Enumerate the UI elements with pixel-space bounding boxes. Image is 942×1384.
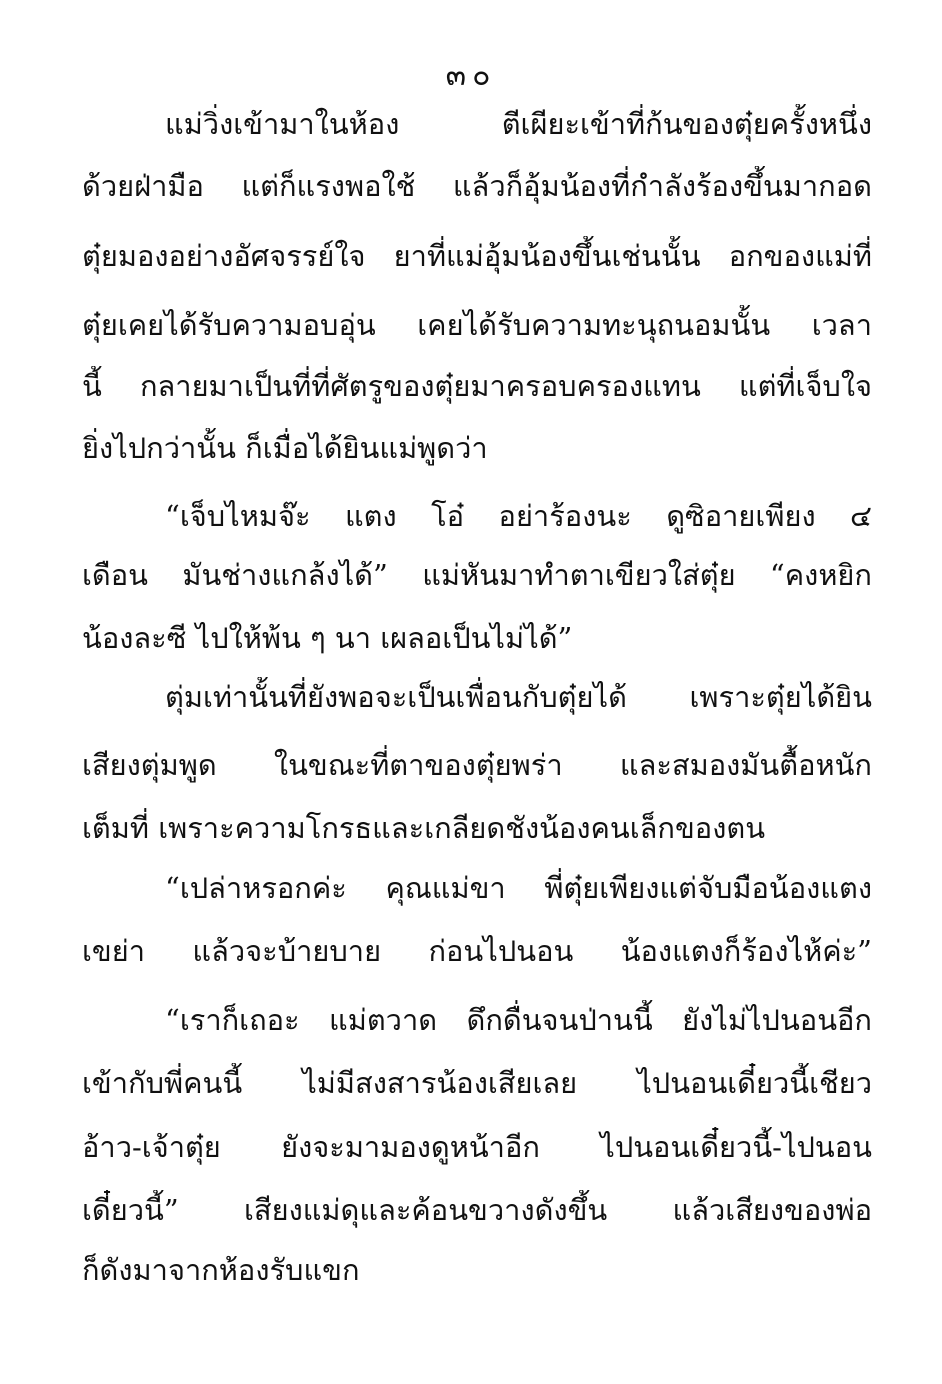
page-number: ๓๐ (445, 58, 497, 93)
text-line: ตุ่มเท่านั้นที่ยังพอจะเป็นเพื่อนกับตุ๋ยได้ เพราะตุ๋ยได้ยิน (165, 680, 872, 714)
text-line: อ้าว-เจ้าตุ๋ย ยังจะมามองดูหน้าอีก ไปนอนเดี๋ยวนี้-ไปนอน (82, 1130, 872, 1164)
text-line: นี้ กลายมาเป็นที่ที่ศัตรูของตุ๋ยมาครอบครองแทน แต่ที่เจ็บใจ (82, 369, 872, 403)
text-line: “เปล่าหรอกค่ะ คุณแม่ขา พี่ตุ๋ยเพียงแต่จับมือน้องแตง (165, 871, 872, 905)
text-line: เข้ากับพี่คนนี้ ไม่มีสงสารน้องเสียเลย ไปนอนเดี๋ยวนี้เชียว (82, 1066, 872, 1100)
text-line: ก็ดังมาจากห้องรับแขก (82, 1253, 360, 1287)
text-line: ตุ๋ยเคยได้รับความอบอุ่น เคยได้รับความทะนุถนอมนั้น เวลา (82, 308, 872, 342)
text-line: “เจ็บไหมจ๊ะ แตง โอ๋ อย่าร้องนะ ดูซิอายเพียง ๔ (165, 499, 872, 533)
text-line: เสียงตุ่มพูด ในขณะที่ตาของตุ๋ยพร่า และสมองมันตื้อหนัก (82, 748, 872, 782)
text-line: แม่วิ่งเข้ามาในห้อง ตีเผียะเข้าที่ก้นของตุ๋ยครั้งหนึ่ง (165, 107, 872, 141)
text-line: เดี๋ยวนี้” เสียงแม่ดุและค้อนขวางดังขึ้น แล้วเสียงของพ่อ (82, 1193, 872, 1227)
text-line: เดือน มันช่างแกล้งได้” แม่หันมาทำตาเขียวใส่ตุ๋ย “คงหยิก (82, 558, 872, 592)
text-line: ยิ่งไปกว่านั้น ก็เมื่อได้ยินแม่พูดว่า (82, 431, 488, 465)
text-line: เขย่า แล้วจะบ้ายบาย ก่อนไปนอน น้องแตงก็ร้องไห้ค่ะ” (82, 934, 872, 968)
text-line: “เราก็เถอะ แม่ตวาด ดึกดื่นจนป่านนี้ ยังไม่ไปนอนอีก (165, 1003, 872, 1037)
text-line: ด้วยฝ่ามือ แต่ก็แรงพอใช้ แล้วก็อุ้มน้องที่กำลังร้องขึ้นมากอด (82, 169, 872, 203)
text-line: น้องละซี ไปให้พ้น ๆ นา เผลอเป็นไม่ได้” (82, 621, 573, 655)
text-line: ตุ๋ยมองอย่างอัศจรรย์ใจ ยาที่แม่อุ้มน้องขึ้นเช่นนั้น อกของแม่ที่ (82, 239, 872, 273)
text-line: เต็มที่ เพราะความโกรธและเกลียดชังน้องคนเล็กของตน (82, 811, 766, 845)
